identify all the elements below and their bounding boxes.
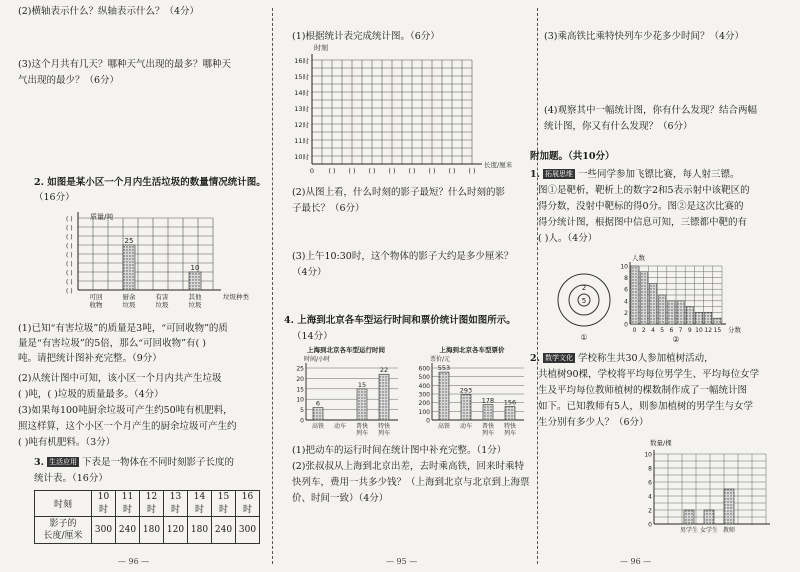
- q2-part2-line2: ( )吨，( )垃圾的质量最多。（4分）: [18, 389, 164, 400]
- bonus-title: 附加题。（共10分）: [530, 151, 615, 162]
- y-tick-label: 0: [624, 321, 628, 329]
- bonus1-line4: 得分统计图，根据图中信息可知，三镖都中靶的有: [538, 217, 748, 228]
- table-cell: 120: [164, 517, 188, 544]
- x-tick-label: 5: [660, 327, 665, 334]
- bar: [668, 301, 675, 324]
- y-tick-label: 2: [648, 507, 652, 515]
- data-label: 156: [503, 398, 517, 407]
- page-number-right: — 96 —: [620, 557, 652, 566]
- x-tick-label: ( ): [428, 167, 436, 175]
- row-label-line2: 长度/厘米: [43, 531, 83, 541]
- bonus1-line5: ( )人。（4分）: [538, 233, 598, 244]
- train-price-chart: [412, 346, 532, 440]
- q2-part1-line2: 量是“有害垃圾”的5倍，那么“可回收物”有( ): [18, 338, 206, 349]
- y-tick-label: 10时: [294, 153, 309, 161]
- x-tick-label: 高铁: [311, 423, 325, 430]
- q2-part1-line1: (1)已知“有害垃圾”的质量是3吨，“可回收物”的质: [18, 323, 228, 334]
- table-header-cell: 16时: [236, 491, 260, 517]
- x-tick-label: 列车: [481, 430, 495, 437]
- q3-text: 下表是一物体在不同时刻影子长度的: [81, 457, 234, 468]
- x-tick-label: 动车: [459, 423, 473, 430]
- x-tick-label: 有害: [155, 293, 169, 301]
- bar: [659, 295, 666, 324]
- x-tick-label: 厨余: [122, 293, 136, 301]
- y-tick-blank: ( ): [66, 252, 73, 259]
- dart-x-axis-label: 分数: [728, 326, 741, 334]
- x-tick-label: 2: [641, 327, 646, 334]
- q2-title: 2. 如图是某小区一个月内生活垃圾的数量情况统计图。: [34, 177, 266, 188]
- x-tick-label: 6: [669, 327, 674, 334]
- q2-part2-line1: (2)从统计图中可知，该小区一个月内共产生垃圾: [18, 373, 222, 384]
- shadow-table-header-row: [35, 491, 260, 517]
- q2-part3-line1: (3)如果每100吨厨余垃圾可产生约50吨有机肥料，: [18, 405, 233, 416]
- x-tick-label: 普快: [355, 423, 369, 430]
- bonus1-line3: 得分数，没射中靶标的得0分。图②是这次比赛的: [538, 201, 744, 212]
- bar: [483, 405, 493, 420]
- y-tick-label: 2: [624, 309, 628, 317]
- y-tick-label: 0: [648, 521, 652, 529]
- figure-1-label: ①: [580, 333, 588, 342]
- y-tick-label: 0: [426, 417, 430, 425]
- q2-part3-line3: ( )吨有机肥料。（3分）: [18, 437, 116, 448]
- data-label: 553: [437, 364, 451, 373]
- x-tick-label: 可回: [89, 293, 103, 301]
- y-tick-label: 10: [296, 396, 304, 404]
- q3-text-line2: 统计表。（16分）: [34, 473, 108, 484]
- y-tick-label: 14时: [294, 89, 309, 97]
- bar: [677, 301, 684, 324]
- y-tick-label: 6: [648, 479, 652, 487]
- y-tick-blank: ( ): [66, 225, 73, 232]
- shadow-table: [34, 490, 260, 544]
- x-tick-label: 列车: [355, 430, 369, 437]
- y-tick-blank: ( ): [66, 261, 73, 268]
- q4-title: 4. 上海到北京各车型运行时间和票价统计图如图所示。: [284, 315, 516, 326]
- q4-part3: (3)乘高铁比乘特快列车少花多少时间？（4分）: [544, 31, 745, 42]
- x-tick-label: 特快: [377, 423, 391, 430]
- bar: [123, 245, 135, 290]
- x-tick-label: ( ): [408, 167, 416, 175]
- chart-title: 上海到北京各车型票价: [439, 346, 505, 354]
- bar: [313, 408, 323, 420]
- x-tick-label: 教师: [722, 527, 736, 534]
- data-label: 6: [315, 399, 321, 408]
- x-tick-label: 12: [704, 327, 713, 334]
- q1-part3-line2: 气出现的最少？（6分）: [18, 75, 120, 86]
- table-header-cell: 13时: [164, 491, 188, 517]
- q4-score: （14分）: [292, 331, 333, 342]
- y-tick-blank: ( ): [66, 234, 73, 241]
- q1-part2: (2)横轴表示什么？纵轴表示什么？（4分）: [18, 6, 200, 17]
- target-score-label: 2: [581, 284, 587, 292]
- x-tick-label: ( ): [388, 167, 396, 175]
- bonus2-line5: 生分别有多少人？（6分）: [538, 417, 649, 428]
- data-label: 15: [357, 380, 367, 389]
- y-tick-label: 16时: [294, 57, 309, 65]
- x-tick-label: 4: [651, 327, 655, 334]
- q3-part3-line1: (3)上午10:30时，这个物体的影子大约是多少厘米？: [292, 251, 514, 262]
- page-number-left: — 96 —: [118, 557, 150, 566]
- table-header-cell: 时刻: [35, 491, 92, 517]
- y-tick-label: 4: [648, 493, 652, 501]
- table-header-cell: 10时: [92, 491, 116, 517]
- x-tick-label: 其他: [188, 293, 202, 301]
- q2-part3-line2: 照这样算，这个小区一个月产生的厨余垃圾可产生约: [18, 421, 237, 432]
- y-tick-blank: ( ): [66, 288, 73, 295]
- x-tick-label: 高铁: [437, 423, 451, 430]
- tree-planting-chart: [640, 438, 790, 536]
- data-label: 293: [459, 386, 473, 395]
- q3-part1: (1)根据统计表完成统计图。（6分）: [292, 31, 440, 42]
- x-tick-label: 特快: [503, 423, 517, 430]
- x-tick-label: 收物: [89, 301, 103, 309]
- bar: [695, 312, 702, 324]
- x-tick-label: 女学生: [699, 527, 719, 534]
- y-tick-label: 600: [418, 365, 430, 373]
- table-header-cell: 11时: [116, 491, 140, 517]
- x-tick-label: 垃圾: [155, 301, 169, 309]
- x-tick-label: 0: [632, 327, 637, 334]
- table-header-cell: 12时: [140, 491, 164, 517]
- bonus1-number: 1.: [530, 169, 540, 180]
- bar: [705, 312, 712, 324]
- q4-part4-line2: 统计图，你又有什么发现？（6分）: [544, 121, 693, 132]
- q3-number: 3.: [34, 457, 44, 468]
- y-tick-label: 500: [418, 374, 430, 382]
- y-tick-label: 8: [648, 465, 652, 473]
- y-tick-label: 13时: [294, 105, 309, 113]
- q3-part2-line2: 子最长？（6分）: [292, 203, 365, 214]
- bonus2-text: 学校称生共30人参加植树活动，: [577, 353, 714, 364]
- q3-tag: 生活应用: [48, 458, 77, 466]
- x-tick-label: ( ): [368, 167, 376, 175]
- target-score-label: 5: [581, 297, 587, 305]
- table-cell: 180: [140, 517, 164, 544]
- column-right: [530, 0, 800, 572]
- shadow-table-value-row: [35, 517, 260, 544]
- row-label-line1: 影子的: [49, 519, 77, 529]
- column-middle: [278, 0, 536, 572]
- table-header-cell: 15时: [212, 491, 236, 517]
- table-cell: 300: [236, 517, 260, 544]
- bar: [505, 406, 515, 420]
- train-time-chart: [286, 346, 406, 440]
- y-tick-label: 25: [296, 365, 304, 373]
- x-tick-label: ( ): [328, 167, 336, 175]
- bonus1-header: [530, 168, 740, 182]
- y-tick-label: 12时: [294, 121, 309, 129]
- bar: [649, 283, 656, 324]
- figure-2-label: ②: [672, 335, 680, 344]
- x-tick-label: 垃圾: [188, 301, 202, 309]
- y-tick-label: 10: [620, 263, 628, 271]
- y-tick-label: 100: [418, 408, 430, 416]
- q2-score: （16分）: [34, 192, 75, 203]
- x-tick-label: ( ): [348, 167, 356, 175]
- divider-1: [272, 8, 273, 564]
- shadow-y-axis-label: 时刻: [314, 44, 328, 52]
- dart-y-axis-label: 人数: [632, 254, 645, 262]
- y-tick-label: 15时: [294, 73, 309, 81]
- x-tick-label: 列车: [377, 430, 391, 437]
- y-tick-label: 0: [300, 417, 304, 425]
- y-tick-label: 6: [624, 286, 628, 294]
- waste-bar-chart: [60, 210, 260, 315]
- x-tick-label: 9: [687, 327, 692, 334]
- table-header-cell: 14时: [188, 491, 212, 517]
- y-tick-label: 4: [624, 298, 628, 306]
- y-tick-label: 200: [418, 400, 430, 408]
- data-label: 22: [379, 366, 389, 375]
- y-tick-label: 5: [300, 407, 304, 415]
- bonus2-line4: 如下。已知教师有5人，则参加植树的男学生与女学: [538, 401, 754, 412]
- bar: [631, 266, 638, 324]
- bonus1-tag: 拓展思维: [544, 170, 573, 178]
- q4-part2-line2: 快列车，费用一共多少钱？（上海到北京与北京到上海票: [292, 477, 530, 488]
- y-tick-label: 8: [624, 275, 628, 283]
- tree-y-axis-label: 数量/棵: [650, 439, 672, 447]
- data-label: 178: [481, 396, 495, 405]
- q4-part1: (1)把动车的运行时间在统计图中补充完整。（1分）: [292, 445, 507, 456]
- bar: [684, 510, 694, 524]
- divider-2: [537, 8, 538, 564]
- dart-score-chart: [620, 252, 795, 344]
- x-tick-label: 男学生: [679, 527, 699, 534]
- data-label: 25: [124, 237, 134, 245]
- q1-part3-line1: (3)这个月共有几天？哪种天气出现的最多？哪种天: [18, 59, 231, 70]
- x-tick-label: 动车: [333, 423, 347, 430]
- waste-y-axis-label: 质量/吨: [90, 213, 114, 221]
- data-label: 10: [190, 264, 200, 272]
- table-cell: 240: [116, 517, 140, 544]
- table-cell: 300: [92, 517, 116, 544]
- y-tick-label: 10: [644, 451, 652, 459]
- y-axis-label: 时间/小时: [304, 356, 331, 363]
- y-tick-blank: ( ): [66, 270, 73, 277]
- y-tick-label: 20: [296, 375, 304, 383]
- bar: [379, 374, 389, 420]
- chart-title: 上海到北京各车型运行时间: [307, 346, 385, 354]
- q3-header: [34, 456, 234, 470]
- y-tick-blank: ( ): [66, 243, 73, 250]
- table-row-label: [35, 517, 92, 544]
- y-tick-label: 11时: [294, 137, 309, 145]
- table-cell: 180: [188, 517, 212, 544]
- x-tick-label: 列车: [503, 430, 517, 437]
- q4-part4-line1: (4)观察其中一幅统计图，你有什么发现？结合两幅: [544, 105, 757, 116]
- column-left: [0, 0, 266, 572]
- bonus2-line3: 生及平均每位教师植树的棵数制作成了一幅统计图: [538, 385, 748, 396]
- bar: [439, 372, 449, 420]
- x-tick-label: ( ): [468, 167, 476, 175]
- x-tick-label: 垃圾: [122, 301, 136, 309]
- y-axis-label: 票价/元: [430, 356, 451, 363]
- x-tick-label: 0: [309, 167, 315, 175]
- page-number-middle: — 95 —: [386, 557, 418, 566]
- q4-part2-line1: (2)张叔叔从上海到北京出差，去时乘高铁，回来时乘特: [292, 461, 524, 472]
- x-tick-label: 15: [713, 327, 722, 334]
- bar: [724, 489, 734, 524]
- q3-part2-line1: (2)从图上看，什么时刻的影子最短？什么时刻的影: [292, 187, 505, 198]
- bar: [714, 318, 721, 324]
- bar: [686, 307, 693, 324]
- x-tick-label: 10: [695, 327, 703, 334]
- q4-part2-line3: 价、时间一致）（4分）: [292, 493, 389, 504]
- y-tick-label: 400: [418, 382, 430, 390]
- y-tick-label: 300: [418, 391, 430, 399]
- bar: [640, 272, 647, 324]
- bonus1-line2: 图①是靶析，靶析上的数字2和5表示射中该靶区的: [538, 185, 750, 196]
- y-tick-blank: ( ): [66, 216, 73, 223]
- waste-x-axis-label: 垃圾种类: [223, 293, 249, 301]
- bonus1-text: 一些同学参加飞镖比赛，每人射三镖。: [577, 169, 740, 180]
- dart-board-figure: [554, 268, 626, 344]
- bar: [189, 272, 201, 290]
- q3-part3-line2: （4分）: [292, 267, 327, 278]
- shadow-x-axis-label: 长度/厘米: [484, 161, 513, 169]
- bar: [704, 510, 714, 524]
- bonus2-header: [530, 352, 714, 366]
- y-tick-blank: ( ): [66, 279, 73, 286]
- x-tick-label: ( ): [448, 167, 456, 175]
- bonus2-line2: 共植树90棵，学校将平均每位男学生、平均每位女学: [538, 369, 760, 380]
- shadow-grid-chart: [278, 44, 533, 184]
- bar: [461, 395, 471, 420]
- x-tick-label: 7: [678, 327, 683, 334]
- bar: [357, 389, 367, 420]
- q2-part1-line3: 吨。请把统计图补充完整。（9分）: [18, 353, 162, 364]
- bonus2-tag: 数学文化: [544, 354, 573, 362]
- bonus2-number: 2.: [530, 353, 540, 364]
- table-cell: 240: [212, 517, 236, 544]
- y-tick-label: 15: [296, 386, 304, 394]
- x-tick-label: 普快: [481, 423, 495, 430]
